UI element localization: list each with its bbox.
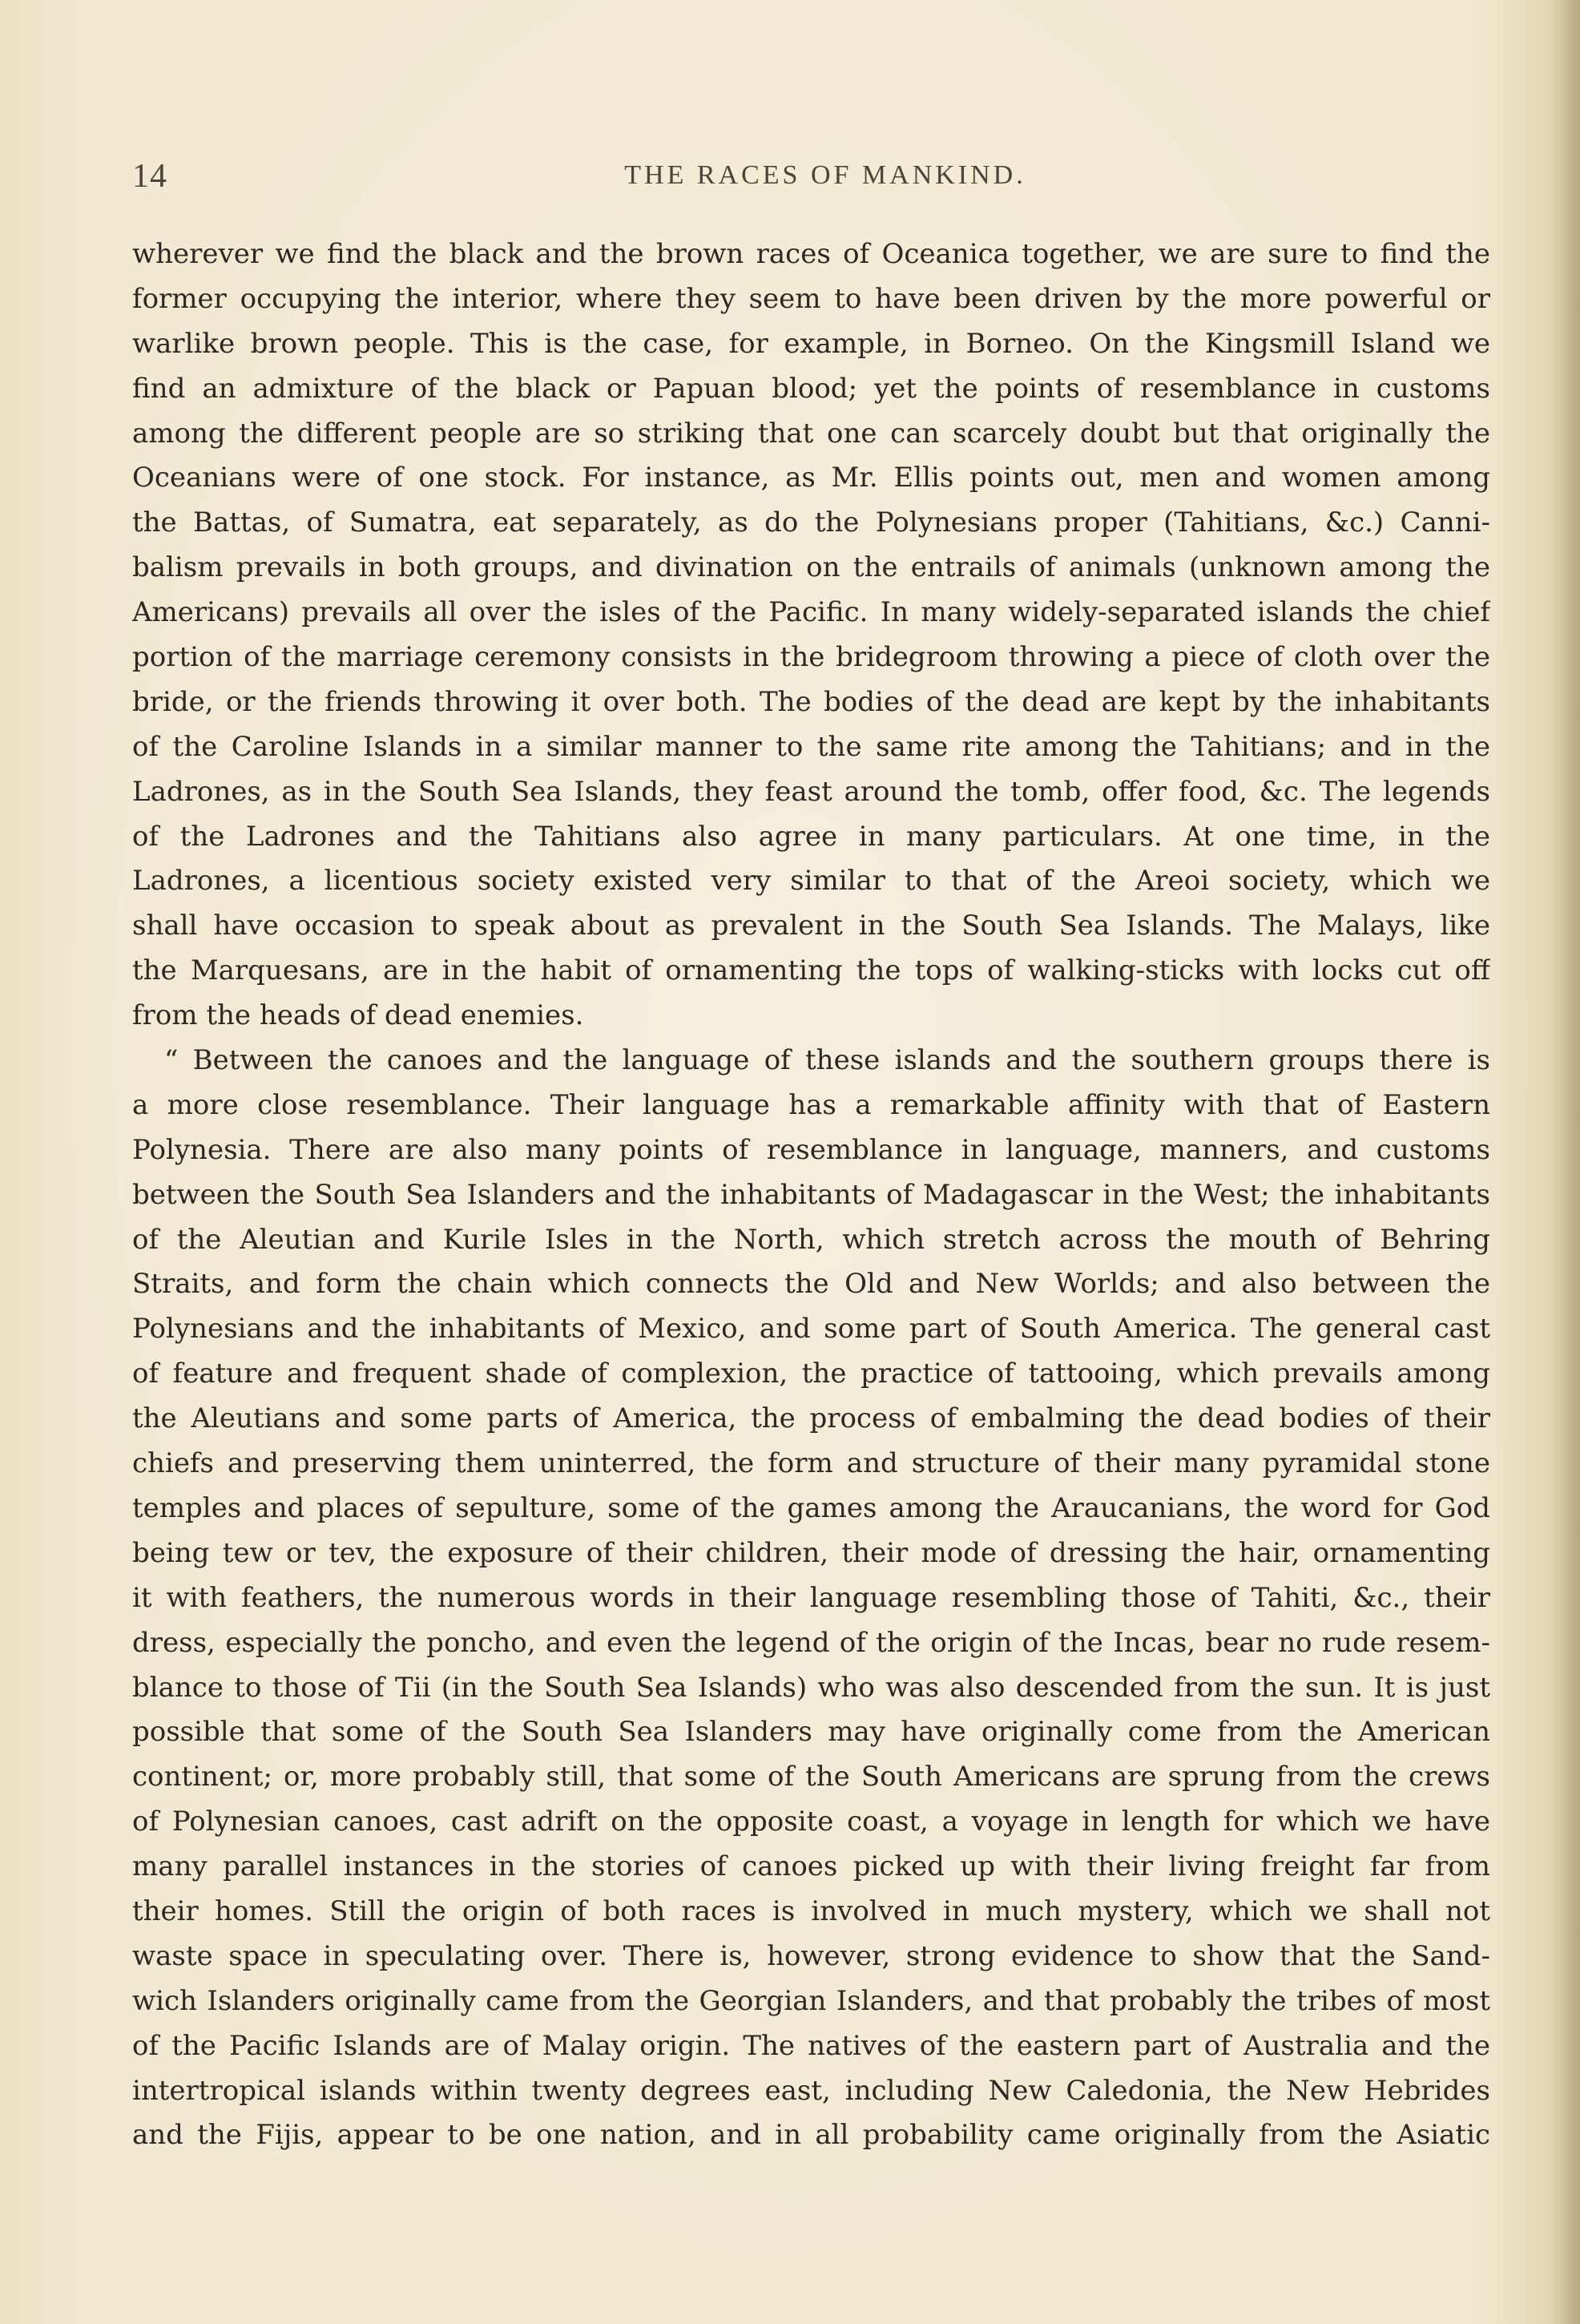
text-line: continent; or, more probably still, that some of the South Americans are sprung from the crews <box>132 1761 1490 1793</box>
paragraph-start-line: “ Between the canoes and the language of these islands and the southern groups there is <box>164 1044 1490 1077</box>
text-line: former occupying the interior, where they seem to have been driven by the more powerful or <box>132 282 1490 315</box>
text-line: Americans) prevails all over the isles of the Pacific. In many widely-separated islands the chief <box>132 596 1490 629</box>
text-line: balism prevails in both groups, and divination on the entrails of animals (unknown among the <box>132 551 1490 584</box>
text-line: between the South Sea Islanders and the inhabitants of Madagascar in the West; the inhabitants <box>132 1178 1490 1211</box>
text-line: of feature and frequent shade of complexion, the practice of tattooing, which prevails among <box>132 1358 1490 1390</box>
text-line: among the different people are so striking that one can scarcely doubt but that originally the <box>132 417 1490 450</box>
text-line: Ladrones, as in the South Sea Islands, they feast around the tomb, offer food, &c. The legends <box>132 775 1490 808</box>
text-line: Oceanians were of one stock. For instance, as Mr. Ellis points out, men and women among <box>132 462 1490 494</box>
text-line: it with feathers, the numerous words in their language resembling those of Tahiti, &c., their <box>132 1581 1490 1614</box>
text-line: shall have occasion to speak about as prevalent in the South Sea Islands. The Malays, like <box>132 910 1490 942</box>
page-edge-shadow <box>1550 0 1580 2324</box>
text-line: and the Fijis, appear to be one nation, and in all probability came originally from the Asiatic <box>132 2119 1490 2152</box>
text-line: blance to those of Tii (in the South Sea Islands) who was also descended from the sun. It is just <box>132 1671 1490 1704</box>
text-line: wich Islanders originally came from the Georgian Islanders, and that probably the tribes of most <box>132 1984 1490 2017</box>
text-line: dress, especially the poncho, and even the legend of the origin of the Incas, bear no rude resem- <box>132 1626 1490 1659</box>
text-line: a more close resemblance. Their language has a remarkable affinity with that of Eastern <box>132 1088 1490 1121</box>
text-line: the Battas, of Sumatra, eat separately, as do the Polynesians proper (Tahitians, &c.) Canni- <box>132 506 1490 539</box>
text-line: the Marquesans, are in the habit of ornamenting the tops of walking-sticks with locks cut off <box>132 954 1490 987</box>
text-line: find an admixture of the black or Papuan blood; yet the points of resemblance in customs <box>132 372 1490 405</box>
text-line: of Polynesian canoes, cast adrift on the opposite coast, a voyage in length for which we have <box>132 1806 1490 1838</box>
paragraph-end-line: from the heads of dead enemies. <box>132 999 584 1032</box>
text-line: of the Caroline Islands in a similar manner to the same rite among the Tahitians; and in the <box>132 730 1490 763</box>
text-line: possible that some of the South Sea Islanders may have originally come from the American <box>132 1716 1490 1749</box>
text-line: Polynesia. There are also many points of resemblance in language, manners, and customs <box>132 1133 1490 1166</box>
page-header <box>132 157 1518 205</box>
text-line: their homes. Still the origin of both races is involved in much mystery, which we shall not <box>132 1894 1490 1927</box>
page-number: 14 <box>132 158 167 195</box>
text-line: bride, or the friends throwing it over both. The bodies of the dead are kept by the inhabitants <box>132 685 1490 718</box>
body-text <box>132 232 1490 2188</box>
text-line: many parallel instances in the stories of canoes picked up with their living freight far from <box>132 1850 1490 1883</box>
text-line: waste space in speculating over. There is, however, strong evidence to show that the Sand- <box>132 1939 1490 1972</box>
text-line: temples and places of sepulture, some of the games among the Araucanians, the word for God <box>132 1491 1490 1524</box>
text-line: being tew or tev, the exposure of their children, their mode of dressing the hair, ornamenting <box>132 1536 1490 1569</box>
text-line: wherever we find the black and the brown races of Oceanica together, we are sure to find the <box>132 238 1490 270</box>
text-line: intertropical islands within twenty degrees east, including New Caledonia, the New Hebrides <box>132 2074 1490 2107</box>
text-line: of the Aleutian and Kurile Isles in the North, which stretch across the mouth of Behring <box>132 1223 1490 1256</box>
text-line: of the Ladrones and the Tahitians also agree in many particulars. At one time, in the <box>132 820 1490 853</box>
text-line: Straits, and form the chain which connects the Old and New Worlds; and also between the <box>132 1268 1490 1301</box>
text-line: Polynesians and the inhabitants of Mexico, and some part of South America. The general cast <box>132 1313 1490 1346</box>
text-line: portion of the marriage ceremony consists in the bridegroom throwing a piece of cloth over the <box>132 641 1490 674</box>
text-line: the Aleutians and some parts of America, the process of embalming the dead bodies of their <box>132 1402 1490 1435</box>
text-line: of the Pacific Islands are of Malay origin. The natives of the eastern part of Australia and the <box>132 2029 1490 2062</box>
text-line: chiefs and preserving them uninterred, the form and structure of their many pyramidal stone <box>132 1447 1490 1480</box>
running-title: THE RACES OF MANKIND. <box>624 160 1026 190</box>
text-line: Ladrones, a licentious society existed very similar to that of the Areoi society, which we <box>132 865 1490 898</box>
text-line: warlike brown people. This is the case, for example, in Borneo. On the Kingsmill Island we <box>132 327 1490 360</box>
